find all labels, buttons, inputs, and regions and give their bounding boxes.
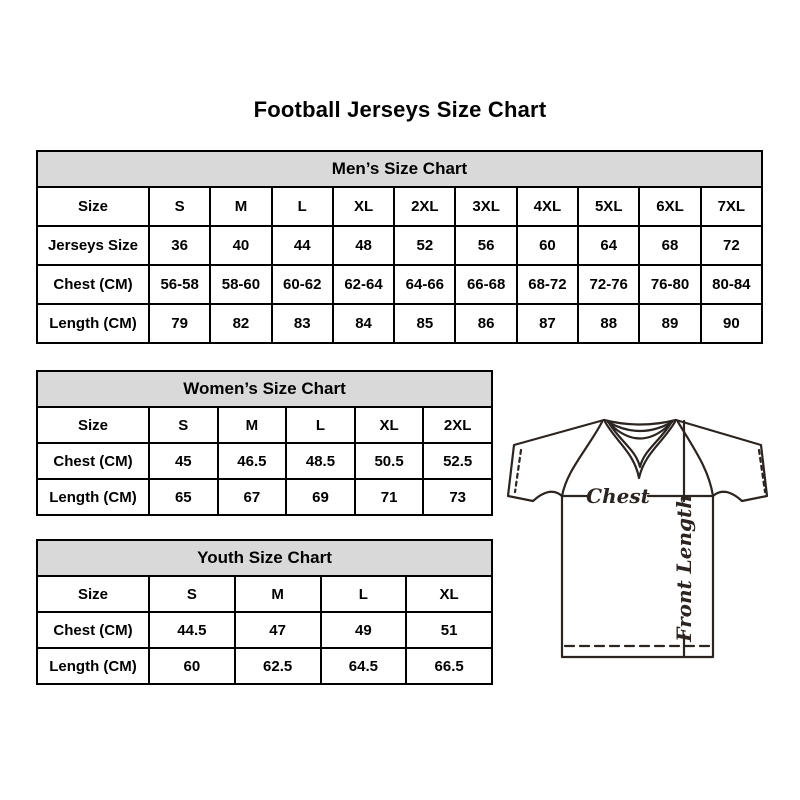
value-cell: L <box>286 407 355 443</box>
table-row <box>37 265 762 304</box>
value-cell: 6XL <box>639 187 700 226</box>
value-cell: 44.5 <box>149 612 235 648</box>
value-cell: 60 <box>149 648 235 684</box>
womens-size-table <box>36 370 493 516</box>
front-length-label: Front Length <box>672 494 696 642</box>
value-cell: 89 <box>639 304 700 343</box>
table-row <box>37 479 492 515</box>
value-cell: S <box>149 576 235 612</box>
value-cell: 62.5 <box>235 648 321 684</box>
value-cell: 85 <box>394 304 455 343</box>
value-cell: 66-68 <box>455 265 516 304</box>
value-cell: M <box>218 407 287 443</box>
value-cell: 72 <box>701 226 762 265</box>
value-cell: 36 <box>149 226 210 265</box>
value-cell: 60 <box>517 226 578 265</box>
jersey-sketch <box>505 398 775 663</box>
value-cell: 72-76 <box>578 265 639 304</box>
table-title: Women’s Size Chart <box>37 371 492 407</box>
table-row <box>37 304 762 343</box>
value-cell: 2XL <box>394 187 455 226</box>
value-cell: 4XL <box>517 187 578 226</box>
table-title-row <box>37 151 762 187</box>
value-cell: 58-60 <box>210 265 271 304</box>
value-cell: 48.5 <box>286 443 355 479</box>
value-cell: 84 <box>333 304 394 343</box>
value-cell: 47 <box>235 612 321 648</box>
value-cell: 48 <box>333 226 394 265</box>
row-header-cell: Length (CM) <box>37 648 149 684</box>
value-cell: 68 <box>639 226 700 265</box>
value-cell: 66.5 <box>406 648 492 684</box>
value-cell: M <box>235 576 321 612</box>
value-cell: 56 <box>455 226 516 265</box>
value-cell: 90 <box>701 304 762 343</box>
value-cell: 68-72 <box>517 265 578 304</box>
value-cell: 45 <box>149 443 218 479</box>
value-cell: 2XL <box>423 407 492 443</box>
value-cell: 79 <box>149 304 210 343</box>
value-cell: 7XL <box>701 187 762 226</box>
table-title: Men’s Size Chart <box>37 151 762 187</box>
table-row <box>37 576 492 612</box>
value-cell: 65 <box>149 479 218 515</box>
value-cell: 52 <box>394 226 455 265</box>
value-cell: M <box>210 187 271 226</box>
value-cell: 88 <box>578 304 639 343</box>
table-title-row <box>37 371 492 407</box>
table-row <box>37 443 492 479</box>
value-cell: XL <box>333 187 394 226</box>
mens-size-table <box>36 150 763 344</box>
value-cell: 52.5 <box>423 443 492 479</box>
table-title: Youth Size Chart <box>37 540 492 576</box>
youth-size-table <box>36 539 493 685</box>
value-cell: 3XL <box>455 187 516 226</box>
value-cell: L <box>272 187 333 226</box>
row-header-cell: Length (CM) <box>37 304 149 343</box>
value-cell: L <box>321 576 407 612</box>
value-cell: 49 <box>321 612 407 648</box>
row-header-cell: Size <box>37 187 149 226</box>
value-cell: 80-84 <box>701 265 762 304</box>
jersey-outline <box>508 420 767 657</box>
value-cell: 87 <box>517 304 578 343</box>
page-title: Football Jerseys Size Chart <box>253 97 547 122</box>
value-cell: 64-66 <box>394 265 455 304</box>
chest-label: Chest <box>586 484 650 508</box>
table-row <box>37 648 492 684</box>
value-cell: 71 <box>355 479 424 515</box>
table-row <box>37 612 492 648</box>
row-header-cell: Chest (CM) <box>37 443 149 479</box>
jersey-measurement-diagram <box>505 398 775 663</box>
value-cell: 64 <box>578 226 639 265</box>
value-cell: 60-62 <box>272 265 333 304</box>
row-header-cell: Jerseys Size <box>37 226 149 265</box>
value-cell: XL <box>406 576 492 612</box>
value-cell: XL <box>355 407 424 443</box>
row-header-cell: Size <box>37 407 149 443</box>
value-cell: 5XL <box>578 187 639 226</box>
value-cell: 67 <box>218 479 287 515</box>
value-cell: 50.5 <box>355 443 424 479</box>
value-cell: 76-80 <box>639 265 700 304</box>
value-cell: 73 <box>423 479 492 515</box>
value-cell: 86 <box>455 304 516 343</box>
value-cell: 82 <box>210 304 271 343</box>
value-cell: 44 <box>272 226 333 265</box>
value-cell: 40 <box>210 226 271 265</box>
table-row <box>37 226 762 265</box>
value-cell: 64.5 <box>321 648 407 684</box>
row-header-cell: Length (CM) <box>37 479 149 515</box>
value-cell: 46.5 <box>218 443 287 479</box>
table-row <box>37 187 762 226</box>
value-cell: 62-64 <box>333 265 394 304</box>
table-row <box>37 407 492 443</box>
row-header-cell: Chest (CM) <box>37 612 149 648</box>
value-cell: 83 <box>272 304 333 343</box>
value-cell: 69 <box>286 479 355 515</box>
table-title-row <box>37 540 492 576</box>
value-cell: S <box>149 407 218 443</box>
value-cell: 56-58 <box>149 265 210 304</box>
row-header-cell: Size <box>37 576 149 612</box>
value-cell: S <box>149 187 210 226</box>
row-header-cell: Chest (CM) <box>37 265 149 304</box>
value-cell: 51 <box>406 612 492 648</box>
